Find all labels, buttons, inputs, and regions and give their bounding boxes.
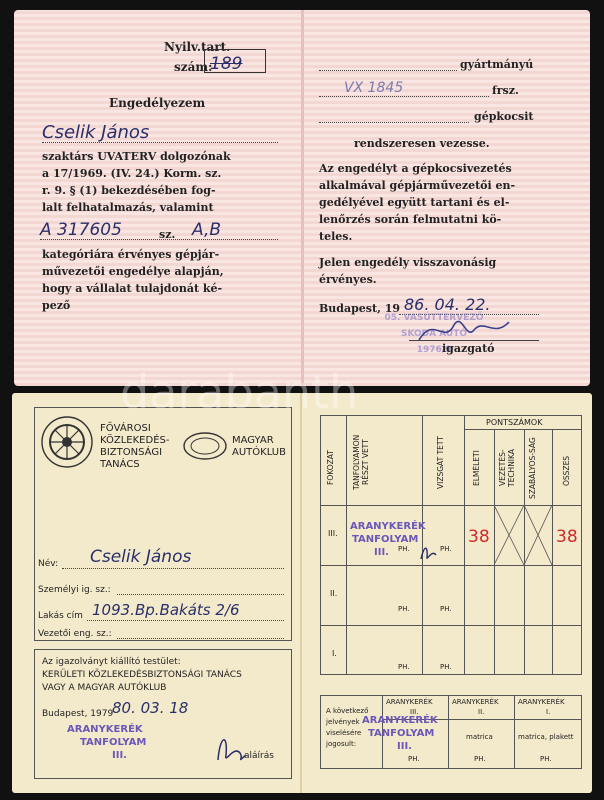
score-elmeleti: 38 [468,527,490,547]
para-line-2: alkalmával gépjárművezetői en- [319,179,516,192]
para-line-3: gedélyével együtt tartani és el- [319,196,510,209]
alairas-label: aláírás [244,751,274,761]
badge-ph-2: PH. [474,755,486,763]
col-line-3 [464,415,465,675]
gepkocsit: gépkocsit [474,110,534,123]
para-line-4: lenőrzés során felmutatni kö- [319,213,502,226]
issue-date-handwritten: 80. 03. 18 [112,699,189,717]
fold-line-bottom [300,393,302,793]
szemelyi-label: Személyi ig. sz.: [38,585,111,595]
engedelyezem: Engedélyezem [109,96,206,110]
badge-h2: ARANYKERÉK [452,698,499,706]
text-line-6: művezetői engedélye alapján, [42,265,224,278]
para-line-1: Az engedélyt a gépkocsivezetés [319,162,512,175]
org-line-4: TANÁCS [100,459,140,470]
szemelyi-line [117,594,284,595]
badge-col-2 [448,695,449,769]
gyartmanyu: gyártmányú [460,58,534,71]
vezetoi-label: Vezetői eng. sz.: [38,629,112,639]
row-label-i: I. [332,649,337,658]
row-line-1 [320,565,582,566]
kiallito-line-1: KERÜLETI KÖZLEKEDÉSBIZTONSÁGI TANÁCS [42,670,242,680]
autoklub-logo-icon [182,431,228,461]
para-line-5: teles. [319,230,353,243]
category-handwritten: A,B [192,220,222,240]
score-osszes: 38 [556,527,578,547]
text-line-8: pező [42,299,71,312]
stamp-line-1: ARANYKERÉK [67,724,143,735]
fold-line [301,10,304,386]
org-line-3: BIZTONSÁGI [100,447,163,458]
hdr-vezetestechnika: VEZETÉS-TECHNIKA [498,449,516,487]
lakas-handwritten: 1093.Bp.Bakáts 2/6 [92,601,240,619]
ph-row3-col1: PH. [398,663,410,671]
nev-line [62,568,284,569]
pontszam-line [464,429,582,430]
text-line-5: kategóriára érvényes gépjár- [42,248,220,261]
frsz-label: frsz. [492,84,519,97]
budapest-1979: Budapest, 1979 [42,709,114,719]
hdr-fokozat: FOKOZAT [326,450,335,486]
jelveny-4: jogosult: [326,740,357,748]
plate-handwritten: VX 1845 [344,80,404,96]
badge-h1b: III. [410,708,419,716]
kiallito-line-2: VAGY A MAGYAR AUTÓKLUB [42,683,167,693]
row-label-iii: III. [328,529,338,538]
name-line [42,142,278,143]
text-line-3: r. 9. § (1) bekezdésében fog- [42,184,216,197]
kiallito-label: Az igazolványt kiállító testület: [42,657,181,667]
hdr-pontszamok: PONTSZÁMOK [486,418,543,427]
ph-row1-col1: PH. [398,545,410,553]
exam-signature [418,541,438,563]
stamp-text-3: 1976/9 [416,345,452,355]
club-line-1: MAGYAR [232,435,274,446]
row-stamp-2: TANFOLYAM [352,534,419,545]
badge-stamp-3: III. [397,741,412,752]
nev-handwritten: Cselik János [90,547,192,567]
text-line-4: lalt felhatalmazás, valamint [42,201,214,214]
row-label-ii: II. [330,589,338,598]
badge-ph-1: PH. [408,755,420,763]
szam-label: szám: [174,60,213,74]
col-line-6 [552,429,553,675]
rendszeresen: rendszeresen vezesse. [354,137,490,150]
lakas-line [87,620,284,621]
text-line-7: hogy a vállalat tulajdonát ké- [42,282,223,295]
car-line [319,122,469,123]
watermark: darabanth [120,365,359,419]
szam-value: 189 [210,54,243,74]
stamp-text-2: SKODA AUTÓ [400,329,468,339]
sz-label: sz. [159,228,176,241]
hdr-vizsgat: VIZSGÁT TETT [436,436,445,490]
club-line-2: AUTÓKLUB [232,447,286,458]
nev-label: Név: [38,559,59,569]
plate-line [319,96,489,97]
date-handwritten: 86. 04. 22. [404,295,491,314]
para-line-7: érvényes. [319,273,377,286]
name-handwritten: Cselik János [42,122,150,143]
badge-h3: ARANYKERÉK [518,698,565,706]
org-line-2: KÖZLEKEDÉS- [100,435,170,446]
igazgato: igazgató [442,342,495,355]
hdr-osszes: ÖSSZES [562,455,571,487]
ph-row1-col2: PH. [440,545,452,553]
vezetoi-line [117,638,284,639]
stamp-text-1: 05. VASÚTTERVEZŐ [384,313,484,323]
hdr-szabalyossag: SZABÁLYOS-SÁG [528,437,537,499]
lakas-label: Lakás cím [38,611,83,621]
hdr-elmeleti: ELMÉLETI [472,450,481,486]
ph-row3-col2: PH. [440,663,452,671]
ph-row2-col2: PH. [440,605,452,613]
badge-h2b: II. [478,708,485,716]
row-stamp-1: ARANYKERÉK [350,521,426,532]
council-logo-icon [40,415,94,469]
badge-h3b: I. [546,708,551,716]
permit-card [14,10,590,386]
row-line-2 [320,625,582,626]
stamp-line-3: III. [112,750,127,761]
jelveny-2: jelvények [326,718,360,726]
ph-row2-col1: PH. [398,605,410,613]
text-line-1: szaktárs UVATERV dolgozónak [42,150,231,163]
badge-ph-3: PH. [540,755,552,763]
license-handwritten: A 317605 [40,220,122,240]
license-line [40,239,278,240]
para-line-6: Jelen engedély visszavonásig [319,256,497,269]
nyilv-label: Nyilv.tart. [164,40,231,54]
text-line-2: a 17/1969. (IV. 24.) Korm. sz. [42,167,222,180]
signature-line [409,340,539,341]
matrica-label: matrica [466,733,493,741]
badge-h1: ARANYKERÉK [386,698,433,706]
budapest-label: Budapest, 19 [319,302,401,315]
matrica-plakett-label: matrica, plakett [518,733,574,741]
crossed-cells [494,505,552,565]
badge-stamp-1: ARANYKERÉK [362,715,438,726]
jelveny-3: viselésére [326,729,362,737]
jelveny-1: A következő [326,707,369,715]
make-line [319,70,457,71]
col-line-1 [346,415,347,675]
badge-col-3 [514,695,515,769]
szam-box [204,49,266,73]
hdr-tanfolyamon: TANFOLYAMON RÉSZT VETT [352,434,370,490]
badge-card [12,393,592,793]
row-stamp-3: III. [374,547,389,558]
badge-stamp-2: TANFOLYAM [368,728,435,739]
stamp-line-2: TANFOLYAM [80,737,147,748]
org-line-1: FŐVÁROSI [100,423,151,434]
